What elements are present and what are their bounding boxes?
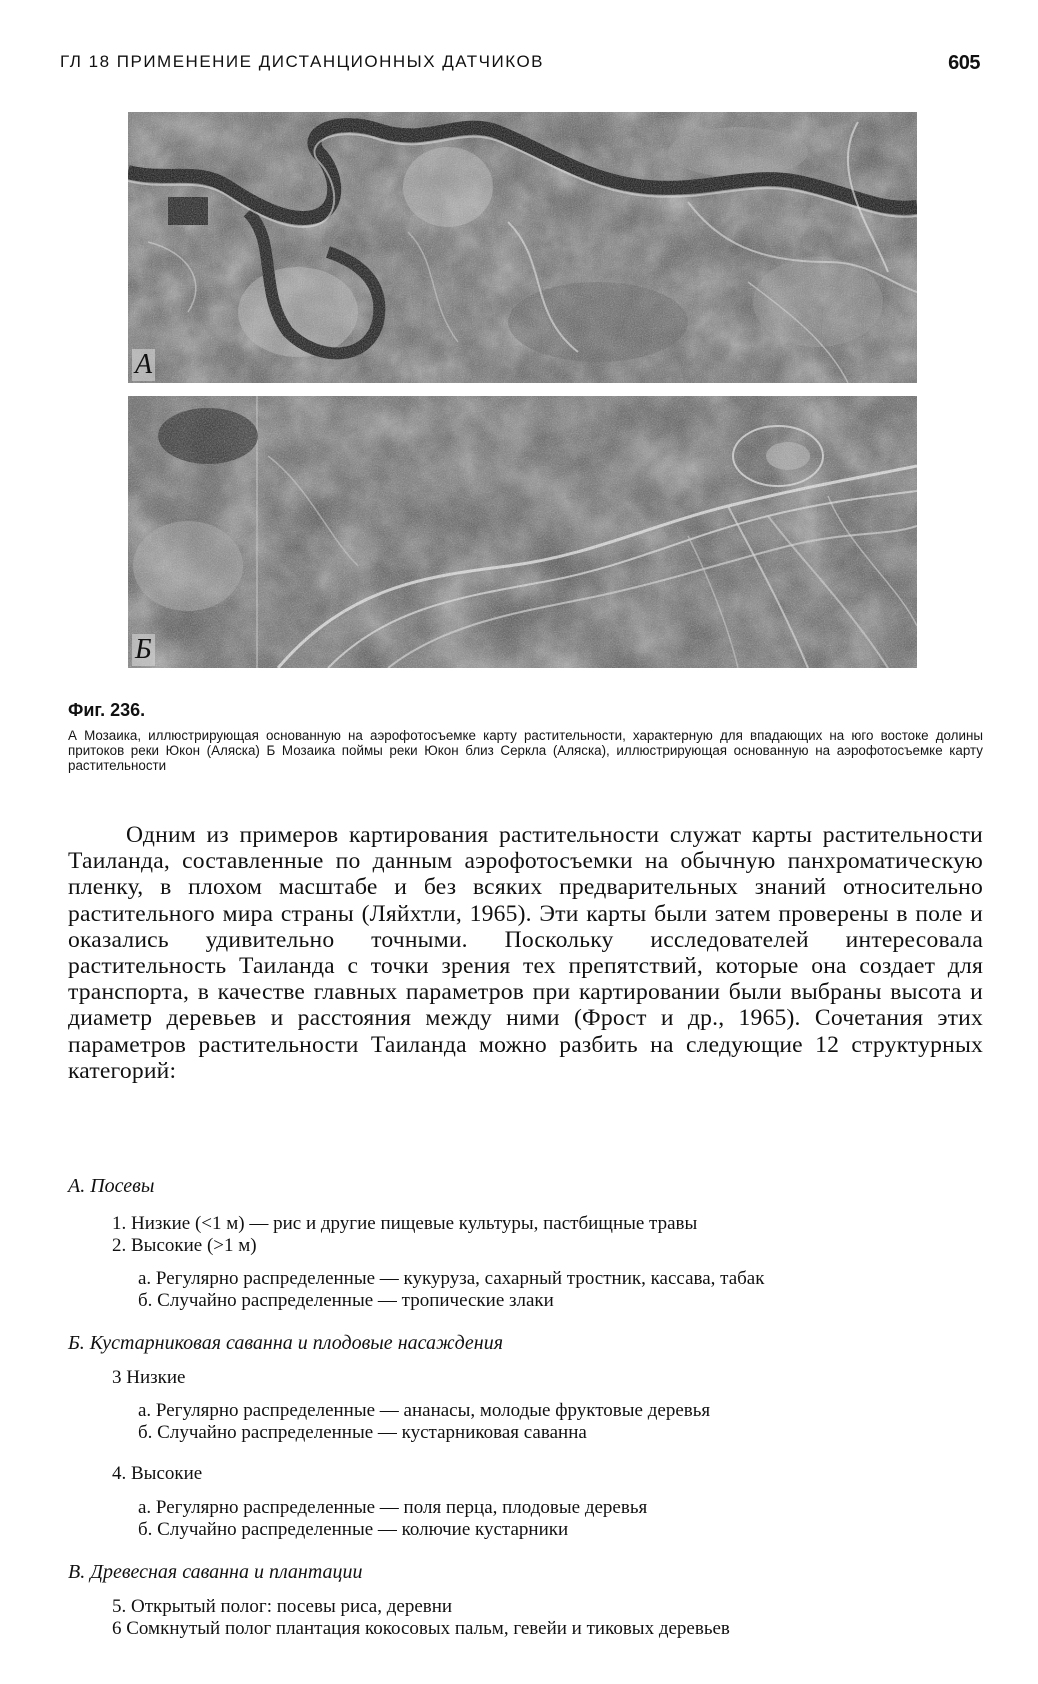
category-heading-c: В. Древесная саванна и плантации [68,1561,363,1583]
aerial-photo-b [128,396,917,668]
category-item-5: 5. Открытый полог: посевы риса, деревни [112,1596,453,1617]
figure-title: Фиг. 236. [68,700,146,720]
running-head [60,52,980,82]
category-heading-b: Б. Кустарниковая саванна и плодовые насаждения [68,1332,504,1354]
panel-label-a: А [132,349,155,381]
aerial-photo-a-image [128,112,917,383]
aerial-photo-a [128,112,917,383]
category-subitem-3a: а. Регулярно распределенные — ананасы, молодые фруктовые деревья [138,1400,711,1421]
category-subitem-3b: б. Случайно распределенные — кустарниковая саванна [138,1422,587,1443]
category-item-4: 4. Высокие [112,1463,203,1484]
figure-caption: А Мозаика, иллюстрирующая основанную на аэрофотосъемке карту растительности, характерную для впадающих на юго востоке долины притоков реки Юкон (Аляска) Б Мозаика поймы реки Юкон близ Серкла (Аляска), иллюстрирующая основанную на аэрофотосъемке карту растительности [68,728,983,773]
category-subitem-4b: б. Случайно распределенные — колючие кустарники [138,1519,569,1540]
panel-label-b: Б [132,634,155,666]
category-item-2: 2. Высокие (>1 м) [112,1235,257,1256]
aerial-photo-b-image [128,396,917,668]
category-subitem-2b: б. Случайно распределенные — тропические злаки [138,1290,554,1311]
chapter-heading: ГЛ 18 ПРИМЕНЕНИЕ ДИСТАНЦИОННЫХ ДАТЧИКОВ [60,52,545,71]
category-heading-a: А. Посевы [68,1175,155,1197]
category-item-6: 6 Сомкнутый полог плантация кокосовых пальм, гевейи и тиковых деревьев [112,1618,730,1639]
category-subitem-4a: а. Регулярно распределенные — поля перца, плодовые деревья [138,1497,648,1518]
page-number: 605 [948,52,980,74]
body-paragraph: Одним из примеров картирования растительности служат карты растительности Таиланда, составленные по данным аэрофотосъемки на обычную панхроматическую пленку, в плохом масштабе и без всяких предварительных знаний относительно растительного мира страны (Ляйхтли, 1965). Эти карты были затем проверены в поле и оказались удивительно точными. Поскольку исследователей интересовала растительность Таиланда с точки зрения тех препятствий, которые она создает для транспорта, в качестве главных параметров при картировании были выбраны высота и диаметр деревьев и расстояния между ними (Фрост и др., 1965). Сочетания этих параметров растительности Таиланда можно разбить на следующие 12 структурных категорий: [68,822,983,1084]
category-subitem-2a: а. Регулярно распределенные — кукуруза, сахарный тростник, кассава, табак [138,1268,765,1289]
category-item-3: 3 Низкие [112,1367,186,1388]
category-item-1: 1. Низкие (<1 м) — рис и другие пищевые культуры, пастбищные травы [112,1213,698,1234]
